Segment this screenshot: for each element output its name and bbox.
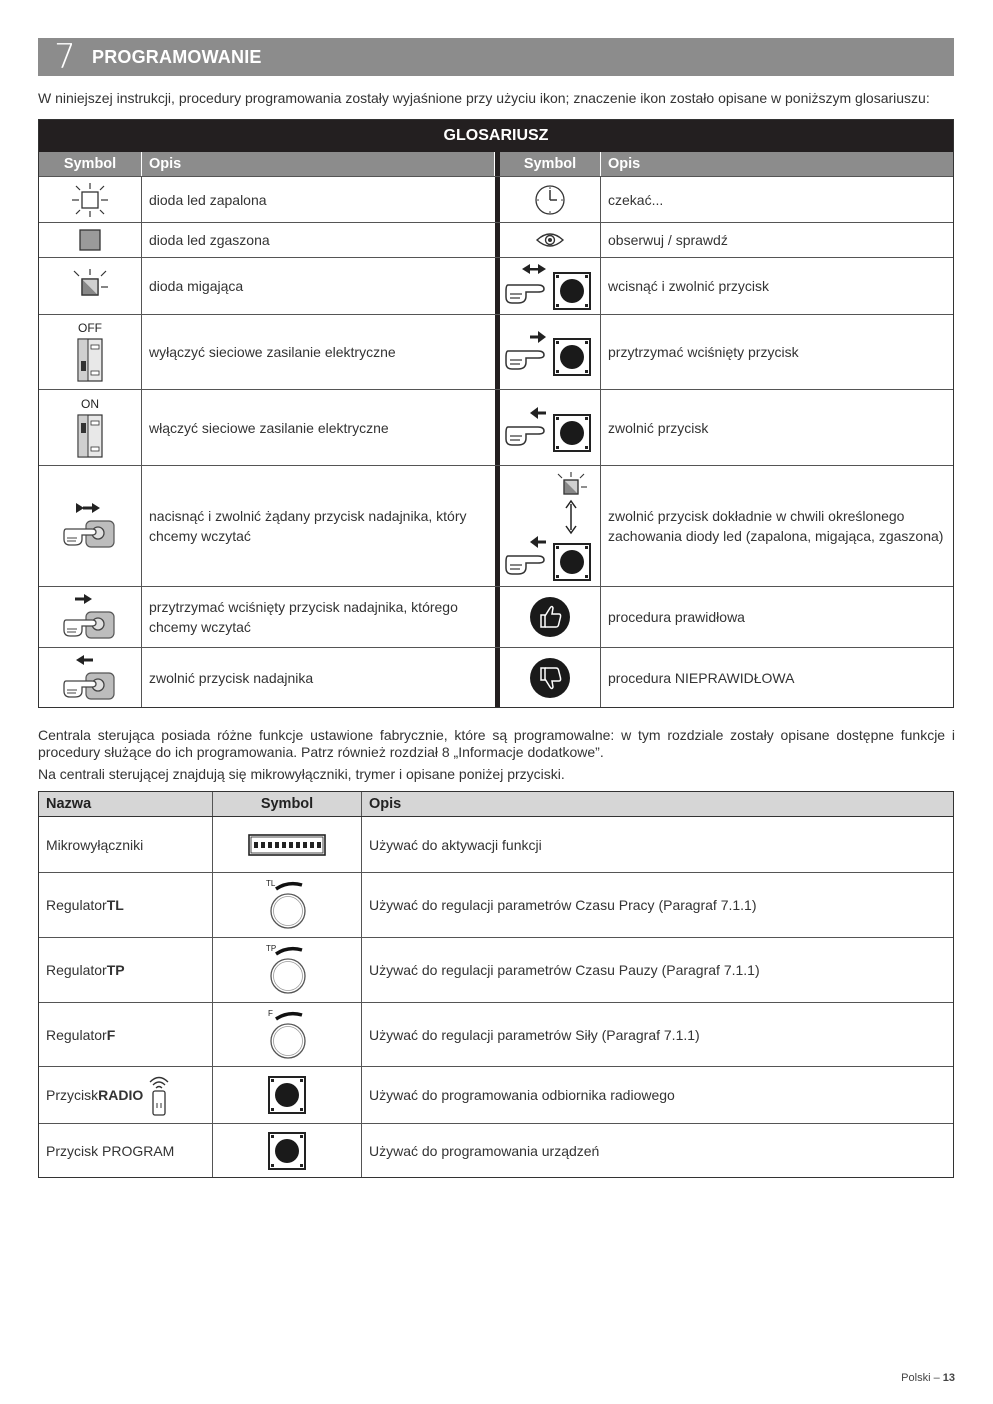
glossary-row xyxy=(39,389,953,465)
glossary-desc: przytrzymać wciśnięty przycisk nadajnika, którego chcemy wczytać xyxy=(149,599,458,635)
control-desc: Używać do regulacji parametrów Czasu Pauzy (Paragraf 7.1.1) xyxy=(369,962,760,978)
glossary-row xyxy=(39,647,953,707)
header-name: Nazwa xyxy=(39,792,213,816)
glossary-header xyxy=(39,152,953,176)
trimmer-icon xyxy=(213,1003,362,1066)
glossary-desc: dioda migająca xyxy=(149,278,244,294)
glossary-row xyxy=(39,176,953,222)
glossary-desc: zwolnić przycisk dokładnie w chwili określonego zachowania diody led (zapalona, migająca, zgaszona) xyxy=(608,508,944,544)
control-name: Przycisk PROGRAM xyxy=(46,1142,175,1159)
header-desc: Opis xyxy=(369,796,402,812)
section-title: PROGRAMOWANIE xyxy=(92,46,262,67)
glossary-desc: wyłączyć sieciowe zasilanie elektryczne xyxy=(149,344,396,360)
release-at-led-state-icon xyxy=(500,466,601,586)
remote-hold-icon xyxy=(39,587,142,647)
glossary-title: GLOSARIUSZ xyxy=(39,120,953,152)
glossary-desc: wcisnąć i zwolnić przycisk xyxy=(608,278,770,294)
release-button-icon xyxy=(500,390,601,465)
controls-row xyxy=(39,1002,953,1066)
control-name: Regulator xyxy=(46,1026,107,1043)
controls-row xyxy=(39,937,953,1002)
trimmer-label: F xyxy=(268,1008,273,1018)
glossary-desc: dioda led zapalona xyxy=(149,191,267,208)
trimmer-label: TL xyxy=(266,879,276,888)
control-desc: Używać do aktywacji funkcji xyxy=(369,836,542,853)
header-symbol-left: Symbol xyxy=(39,152,142,176)
remote-release-icon xyxy=(39,648,142,707)
glossary-desc: zwolnić przycisk xyxy=(608,419,709,436)
control-name: Regulator xyxy=(46,962,107,978)
button-icon xyxy=(213,1067,362,1123)
controls-header xyxy=(39,792,953,817)
clock-icon xyxy=(500,177,601,222)
led-blink-icon xyxy=(39,258,142,314)
remote-press-release-icon xyxy=(39,466,142,586)
control-desc: Używać do regulacji parametrów Czasu Pracy (Paragraf 7.1.1) xyxy=(369,897,757,913)
control-desc: Używać do programowania urządzeń xyxy=(369,1142,600,1159)
eye-icon xyxy=(500,223,601,257)
controls-row xyxy=(39,1123,953,1177)
paragraph-controls: Na centrali sterującej znajdują się mikrowyłączniki, trymer i opisane poniżej przyciski. xyxy=(38,766,565,782)
trimmer-icon xyxy=(213,873,362,937)
glossary-desc: czekać... xyxy=(608,191,664,208)
glossary-row xyxy=(39,257,953,314)
control-name-bold: RADIO xyxy=(98,1087,144,1103)
thumbs-down-icon xyxy=(500,648,601,707)
control-name: Mikrowyłączniki xyxy=(46,836,144,853)
glossary-desc: procedura NIEPRAWIDŁOWA xyxy=(608,669,795,686)
glossary-row xyxy=(39,222,953,257)
breaker-on-icon xyxy=(39,390,142,465)
header-symbol: Symbol xyxy=(213,792,362,816)
radio-remote-icon xyxy=(147,1073,171,1117)
paragraph-functions: Centrala sterująca posiada różne funkcje ustawione fabrycznie, które są programowalne: w tym rozdziale zostały opisane dostępne funkcje i procedury służące do ich programowania. Patrz również rozdział 8 „Informacje dodatkowe”. xyxy=(38,727,955,760)
glossary-desc: procedura prawidłowa xyxy=(608,609,745,625)
button-icon xyxy=(213,1124,362,1177)
intro-text: W niniejszej instrukcji, procedury programowania zostały wyjaśnione przy użyciu ikon; znaczenie ikon zostało opisane w poniższym glosariuszu: xyxy=(38,90,930,106)
section-number: 7 xyxy=(54,37,76,77)
controls-row xyxy=(39,872,953,937)
glossary-desc: dioda led zgaszona xyxy=(149,232,270,248)
page-footer xyxy=(901,1372,955,1384)
hold-button-icon xyxy=(500,315,601,389)
control-name: Regulator xyxy=(46,897,107,913)
glossary-desc: nacisnąć i zwolnić żądany przycisk nadajnika, który chcemy wczytać xyxy=(149,508,467,544)
control-name: Przycisk xyxy=(46,1087,99,1103)
dip-switch-icon xyxy=(213,817,362,872)
control-name-bold: TL xyxy=(106,897,124,913)
breaker-off-icon xyxy=(39,315,142,389)
control-name-bold: F xyxy=(106,1026,116,1043)
led-off-icon xyxy=(39,223,142,257)
header-desc-right: Opis xyxy=(608,156,641,172)
press-release-button-icon xyxy=(500,258,601,314)
controls-row xyxy=(39,817,953,872)
glossary-row xyxy=(39,314,953,389)
glossary-row xyxy=(39,586,953,647)
control-name-bold: TP xyxy=(106,962,125,978)
breaker-label: OFF xyxy=(78,321,102,335)
control-desc: Używać do regulacji parametrów Siły (Paragraf 7.1.1) xyxy=(369,1026,700,1043)
glossary-desc: obserwuj / sprawdź xyxy=(608,232,728,248)
glossary-row xyxy=(39,465,953,586)
led-on-icon xyxy=(39,177,142,222)
breaker-label: ON xyxy=(81,396,99,411)
controls-row xyxy=(39,1066,953,1123)
section-header xyxy=(38,38,954,76)
trimmer-icon xyxy=(213,938,362,1002)
glossary-desc: przytrzymać wciśnięty przycisk xyxy=(608,344,799,360)
header-symbol-right: Symbol xyxy=(500,152,601,176)
glossary-desc: włączyć sieciowe zasilanie elektryczne xyxy=(149,419,389,436)
thumbs-up-icon xyxy=(500,587,601,647)
glossary-table xyxy=(38,119,954,708)
glossary-desc: zwolnić przycisk nadajnika xyxy=(149,669,314,686)
page-number: 13 xyxy=(942,1372,955,1384)
control-desc: Używać do programowania odbiornika radiowego xyxy=(369,1087,675,1103)
controls-table xyxy=(38,791,954,1178)
trimmer-label: TP xyxy=(266,944,277,953)
footer-lang: Polski – xyxy=(901,1372,943,1384)
header-desc-left: Opis xyxy=(142,152,495,176)
